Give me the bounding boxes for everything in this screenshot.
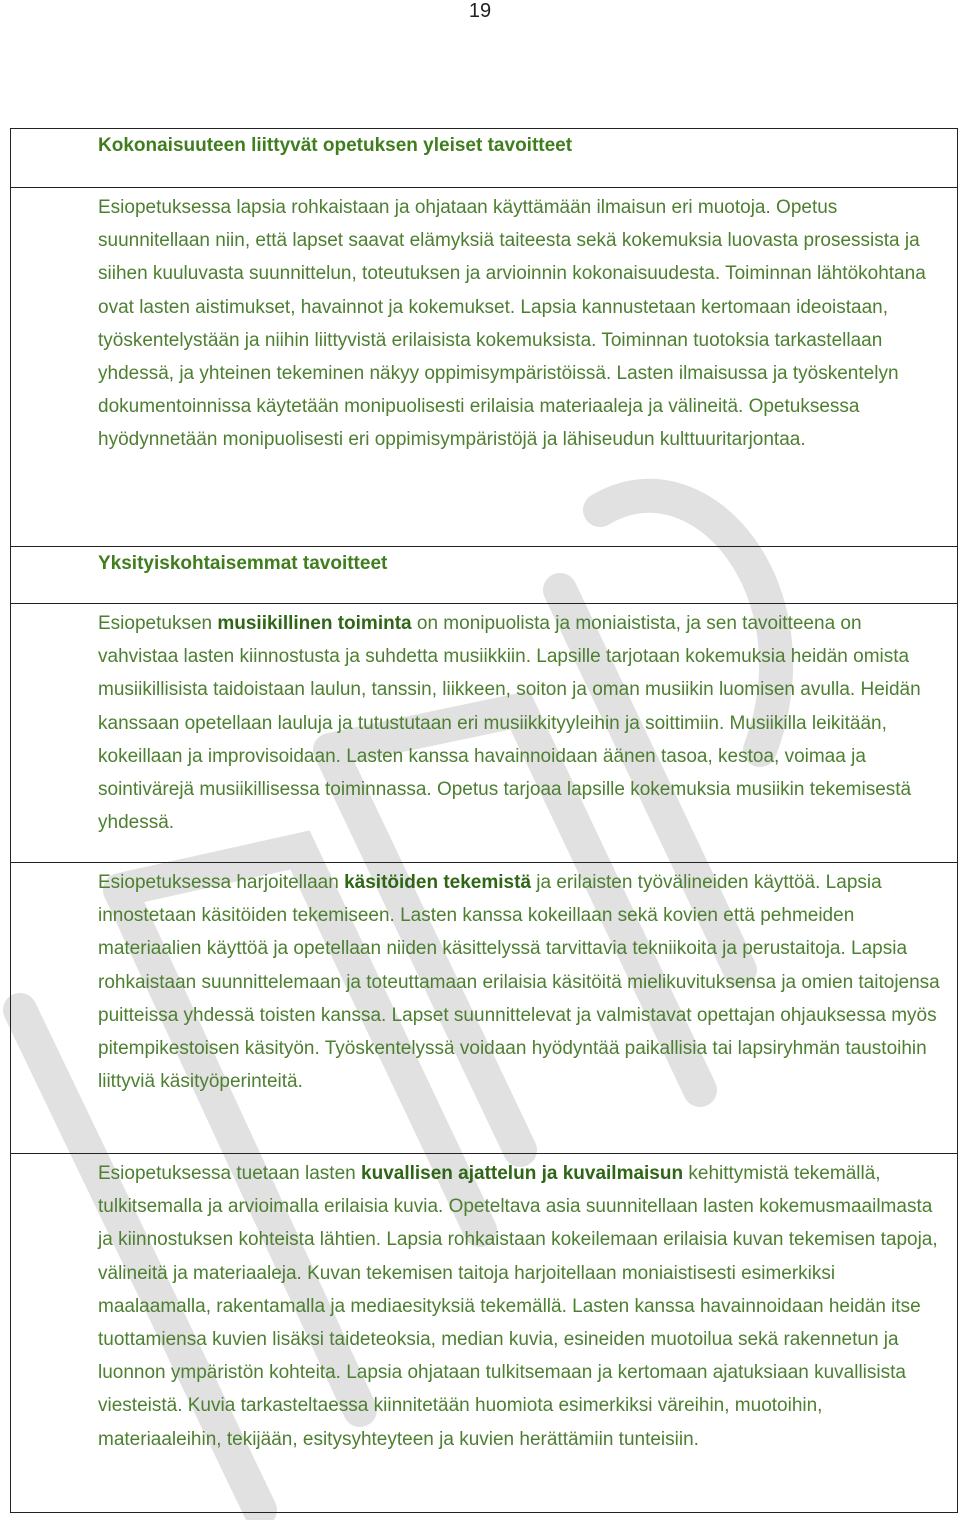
- music-keyword: musiikillinen toiminta: [217, 613, 412, 634]
- visual-arts-row: [11, 1154, 958, 1513]
- music-paragraph: [98, 604, 947, 843]
- crafts-row: [11, 863, 958, 1154]
- crafts-keyword: käsitöiden tekemistä: [344, 872, 532, 893]
- visual-pre: Esiopetuksessa tuetaan lasten: [98, 1163, 362, 1184]
- visual-post: kehittymistä tekemällä, tulkitsemalla ja arvioimalla erilaisia kuvia. Opeteltava asia suunnitellaan lasten kokemusmaailmasta ja kiinnostuksen kohteista lähtien. Lapsia rohkaistaan kokeilemaan erilaisia kuvan tekemisen tapoja, välineitä ja materiaaleja. Kuvan tekemisen taitoja harjoitellaan moniaistisesti esimerkiksi maalaamalla, rakentamalla ja mediaesityksiä tekemällä. Lasten kanssa havainnoidaan heidän itse tuottamiensa kuvien lisäksi taideteoksia, median kuvia, esineiden muotoilua sekä rakennetun ja luonnon ympäristön kohteita. Lapsia ohjataan tulkitsemaan ja kertomaan ajatuksiaan kuvallisista viesteistä. Kuvia tarkasteltaessa kiinnitetään huomiota esimerkiksi väreihin, muotoihin, materiaaleihin, tekijään, esitysyhteyteen ja kuvien herättämiin tunteisiin.: [98, 1163, 938, 1450]
- page-number: 19: [468, 0, 492, 22]
- general-goals-row: [11, 188, 958, 547]
- visual-keyword: kuvallisen ajattelun ja kuvailmaisun: [361, 1163, 684, 1184]
- crafts-pre: Esiopetuksessa harjoitellaan: [98, 872, 345, 893]
- crafts-paragraph: [98, 863, 947, 1102]
- music-post: on monipuolista ja moniaistista, ja sen tavoitteena on vahvistaa lasten kiinnostusta ja suhdetta musiikkiin. Lapsille tarjotaan kokemuksia heidän omista musiikillisista taidoistaan laulun, tanssin, liikkeen, soiton ja oman musiikin luomisen avulla. Heidän kanssaan opetellaan lauluja ja tutustutaan eri musiikkityyleihin ja soittimiin. Musiikilla leikitään, kokeillaan ja improvisoidaan. Lasten kanssa havainnoidaan äänen tasoa, kestoa, voimaa ja sointivärejä musiikillisessa toiminnassa. Opetus tarjoaa lapsille kokemuksia musiikin tekemisestä yhdessä.: [98, 613, 921, 834]
- section-heading-detailed: Yksityiskohtaisemmat tavoitteet: [98, 553, 388, 574]
- music-pre: Esiopetuksen: [98, 613, 218, 634]
- visual-arts-paragraph: [98, 1154, 947, 1460]
- content-table: [10, 128, 958, 1513]
- general-goals-text: Esiopetuksessa lapsia rohkaistaan ja ohjataan käyttämään ilmaisun eri muotoja. Opetus suunnitellaan niin, että lapset saavat elämyksiä taiteesta sekä kokemuksia luovasta prosessista ja siihen kuuluvasta suunnittelun, toteutuksen ja arvioinnin kokonaisuudesta. Toiminnan lähtökohtana ovat lasten aistimukset, havainnot ja kokemukset. Lapsia kannustetaan kertomaan ideoistaan, työskentelystään ja niihin liittyvistä erilaisista kokemuksista. Toiminnan tuotoksia tarkastellaan yhdessä, ja yhteinen tekeminen näkyy oppimisympäristöissä. Lasten ilmaisussa ja työskentelyn dokumentoinnissa käytetään monipuolisesti erilaisia materiaaleja ja välineitä. Opetuksessa hyödynnetään monipuolisesti eri oppimisympäristöjä ja lähiseudun kulttuuritarjontaa.: [98, 197, 926, 451]
- section-heading-row: [11, 129, 958, 188]
- section-heading-row: [11, 547, 958, 604]
- music-row: [11, 604, 958, 863]
- section-heading-general: Kokonaisuuteen liittyvät opetuksen yleiset tavoitteet: [98, 135, 573, 156]
- crafts-post: ja erilaisten työvälineiden käyttöä. Lapsia innostetaan käsitöiden tekemiseen. Lasten kanssa kokeillaan sekä kovien että pehmeiden materiaalien käyttöä ja opetellaan niiden käsittelyssä tarvittavia tekniikoita ja perustaitoja. Lapsia rohkaistaan suunnittelemaan ja toteuttamaan erilaisia käsitöitä mielikuvituksensa ja omien taitojensa puitteissa yhdessä toisten kanssa. Lapset suunnittelevat ja valmistavat opettajan ohjauksessa myös pitempikestoisen käsityön. Työskentelyssä voidaan hyödyntää paikallisia tai lapsiryhmän taustoihin liittyviä käsityöperinteitä.: [98, 872, 940, 1093]
